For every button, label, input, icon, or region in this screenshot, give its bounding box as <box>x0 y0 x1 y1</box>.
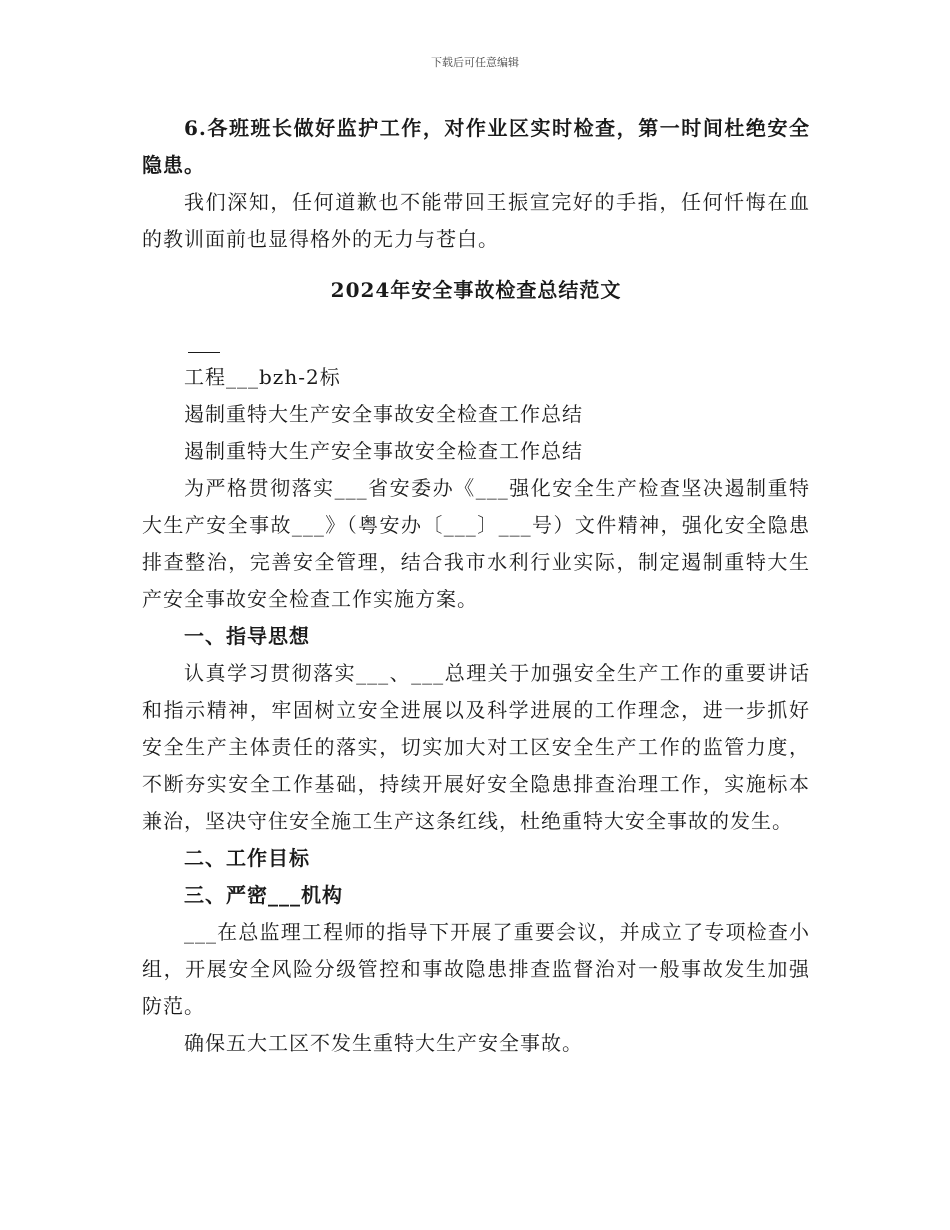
paragraph-project: 工程___bzh-2标 <box>184 365 341 389</box>
page-header: 下载后可任意编辑 <box>431 56 519 69</box>
paragraph-intro: 为严格贯彻落实___省安委办《___强化安全生产检查坚决遏制重特大生产安全事故___》（粤安办〔___〕___号）文件精神，强化安全隐患排查整治，完善安全管理，结合我市水利行业实际，制定遏制重特大生产安全事故安全检查工作实施方案。 <box>142 476 810 611</box>
paragraph-item-6: 6.各班班长做好监护工作，对作业区实时检查，第一时间杜绝安全隐患。 <box>142 116 810 177</box>
paragraph-subtitle-1: 遏制重特大生产安全事故安全检查工作总结 <box>184 402 583 426</box>
blank-line-divider <box>188 321 810 359</box>
paragraph-ensure: 确保五大工区不发生重特大生产安全事故。 <box>184 1031 583 1055</box>
heading-guiding-thought: 一、指导思想 <box>184 624 310 648</box>
document-body <box>142 110 810 1062</box>
paragraph-guiding-thought: 认真学习贯彻落实___、___总理关于加强安全生产工作的重要讲话和指示精神，牢固树立安全进展以及科学进展的工作理念，进一步抓好安全生产主体责任的落实，切实加大对工区安全生产工作的监管力度，不断夯实安全工作基础，持续开展好安全隐患排查治理工作，实施标本兼治，坚决守住安全施工生产这条红线，杜绝重特大安全事故的发生。 <box>142 661 810 833</box>
heading-work-goal: 二、工作目标 <box>184 846 310 870</box>
paragraph-apology: 我们深知，任何道歉也不能带回王振宣完好的手指，任何忏悔在血的教训面前也显得格外的无力与苍白。 <box>142 190 810 251</box>
document-title: 2024年安全事故检查总结范文 <box>330 278 622 302</box>
paragraph-organization: ___在总监理工程师的指导下开展了重要会议，并成立了专项检查小组，开展安全风险分级管控和事故隐患排查监督治对一般事故发生加强防范。 <box>142 920 810 1018</box>
paragraph-subtitle-2: 遏制重特大生产安全事故安全检查工作总结 <box>184 439 583 463</box>
heading-organization: 三、严密___机构 <box>184 883 343 907</box>
